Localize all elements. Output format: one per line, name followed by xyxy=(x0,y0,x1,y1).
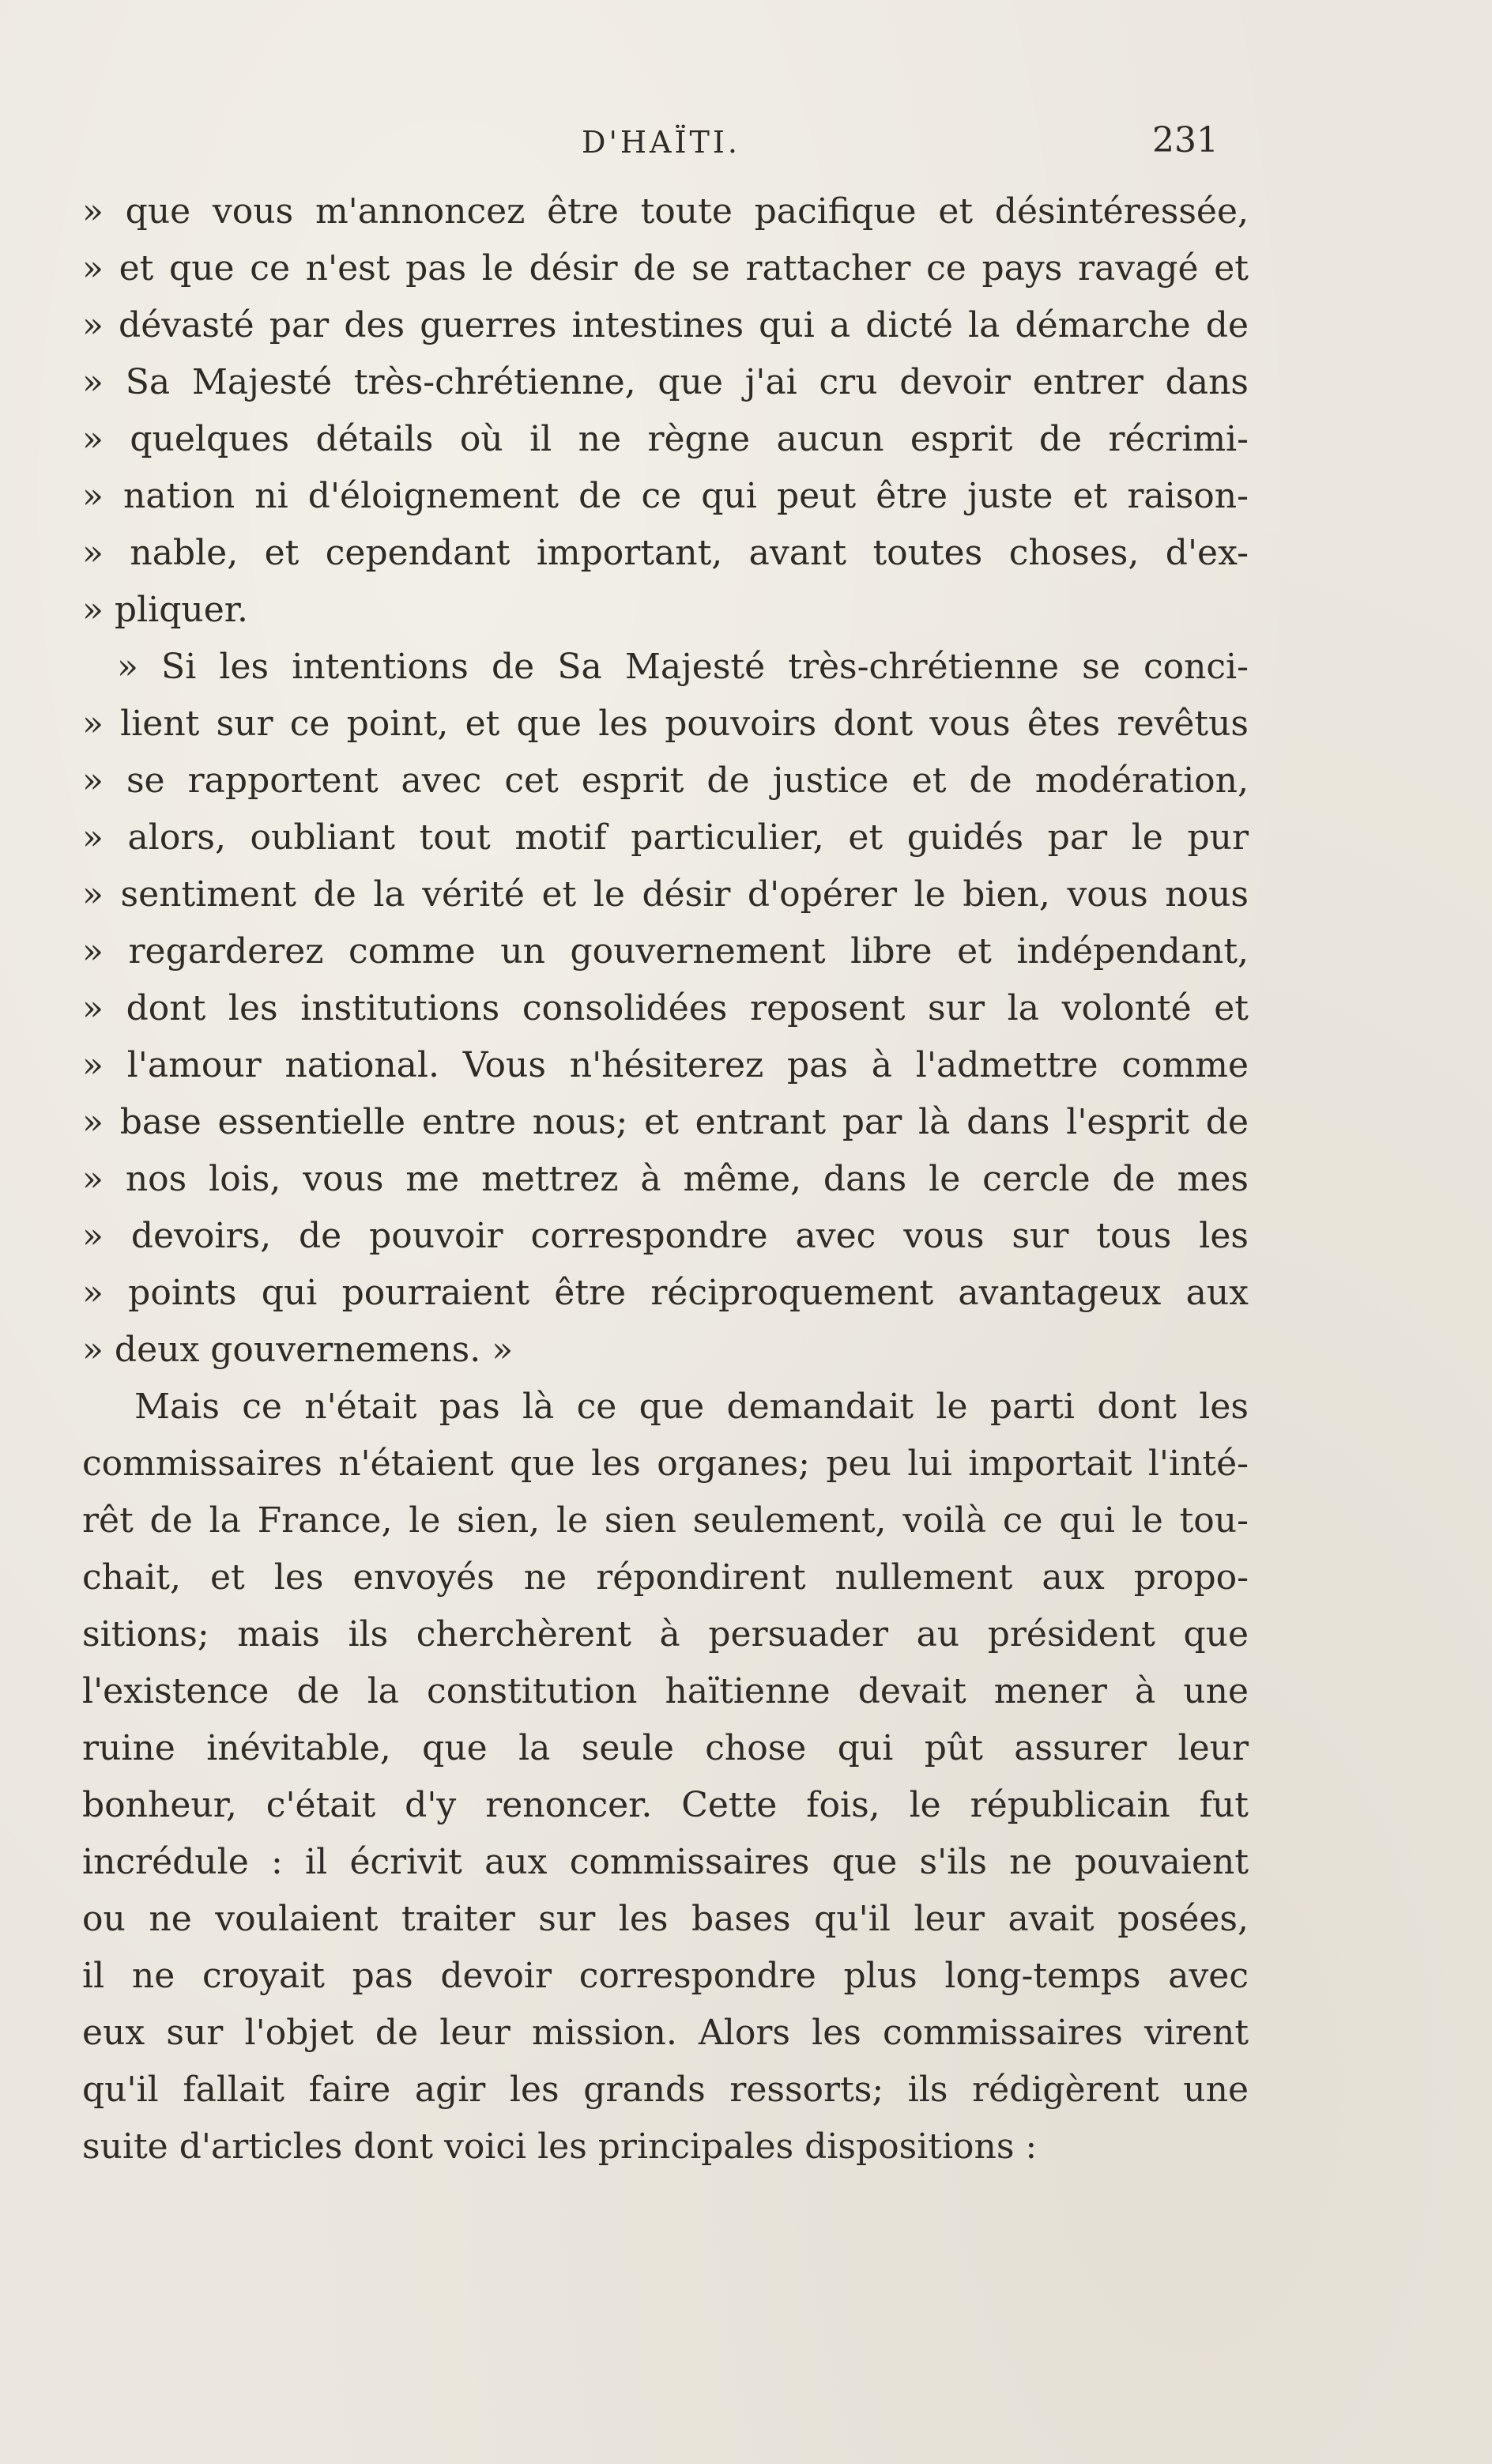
text-line: » nable, et cependant important, avant toutes choses, d'ex- xyxy=(82,533,1249,573)
text-line: » nos lois, vous me mettrez à même, dans le cercle de mes xyxy=(82,1159,1249,1199)
text-line: il ne croyait pas devoir correspondre plus long-temps avec xyxy=(82,1956,1249,1996)
text-line: » dont les institutions consolidées reposent sur la volonté et xyxy=(82,988,1249,1028)
text-line: incrédule : il écrivit aux commissaires que s'ils ne pouvaient xyxy=(82,1842,1249,1882)
text-line: ou ne voulaient traiter sur les bases qu'il leur avait posées, xyxy=(82,1899,1249,1939)
text-line: » dévasté par des guerres intestines qui a dicté la démarche de xyxy=(82,305,1249,345)
text-line: » que vous m'annoncez être toute pacifique et désintéressée, xyxy=(82,191,1249,232)
text-line: » sentiment de la vérité et le désir d'opérer le bien, vous nous xyxy=(82,874,1249,915)
text-line: » nation ni d'éloignement de ce qui peut être juste et raison- xyxy=(82,476,1249,516)
text-line: » se rapportent avec cet esprit de justice et de modération, xyxy=(82,760,1249,801)
text-line: » points qui pourraient être réciproquement avantageux aux xyxy=(82,1273,1249,1313)
text-line: rêt de la France, le sien, le sien seulement, voilà ce qui le tou- xyxy=(82,1500,1249,1541)
text-line: » regarderez comme un gouvernement libre et indépendant, xyxy=(82,931,1249,972)
text-line: » quelques détails où il ne règne aucun esprit de récrimi- xyxy=(82,419,1249,459)
text-line: » devoirs, de pouvoir correspondre avec vous sur tous les xyxy=(82,1216,1249,1256)
text-line: ruine inévitable, que la seule chose qui pût assurer leur xyxy=(82,1728,1249,1768)
text-line: l'existence de la constitution haïtienne devait mener à une xyxy=(82,1671,1249,1711)
text-line: » base essentielle entre nous; et entrant par là dans l'esprit de xyxy=(82,1102,1249,1142)
text-line: » alors, oubliant tout motif particulier, et guidés par le pur xyxy=(82,817,1249,858)
text-line: sitions; mais ils cherchèrent à persuader au président que xyxy=(82,1614,1249,1655)
running-title: D'HAÏTI. xyxy=(582,125,740,160)
text-line: Mais ce n'était pas là ce que demandait le parti dont les xyxy=(134,1387,1249,1427)
text-line: » l'amour national. Vous n'hésiterez pas à l'admettre comme xyxy=(82,1045,1249,1085)
text-line: » et que ce n'est pas le désir de se rattacher ce pays ravagé et xyxy=(82,248,1249,289)
text-line: bonheur, c'était d'y renoncer. Cette fois, le républicain fut xyxy=(82,1785,1249,1825)
text-line: » Sa Majesté très-chrétienne, que j'ai cru devoir entrer dans xyxy=(82,362,1249,402)
page-number: 231 xyxy=(1152,120,1219,160)
text-line: » deux gouvernemens. » xyxy=(82,1330,514,1370)
text-line: commissaires n'étaient que les organes; peu lui importait l'inté- xyxy=(82,1443,1249,1484)
text-line: » pliquer. xyxy=(82,590,248,630)
text-line: eux sur l'objet de leur mission. Alors les commissaires virent xyxy=(82,2013,1249,2053)
text-line: suite d'articles dont voici les principales dispositions : xyxy=(82,2126,1038,2167)
text-line: qu'il fallait faire agir les grands ressorts; ils rédigèrent une xyxy=(82,2070,1249,2110)
text-line: chait, et les envoyés ne répondirent nullement aux propo- xyxy=(82,1557,1249,1598)
running-head xyxy=(0,120,1492,172)
text-line: » Si les intentions de Sa Majesté très-chrétienne se conci- xyxy=(117,647,1249,687)
text-line: » lient sur ce point, et que les pouvoirs dont vous êtes revêtus xyxy=(82,704,1249,744)
